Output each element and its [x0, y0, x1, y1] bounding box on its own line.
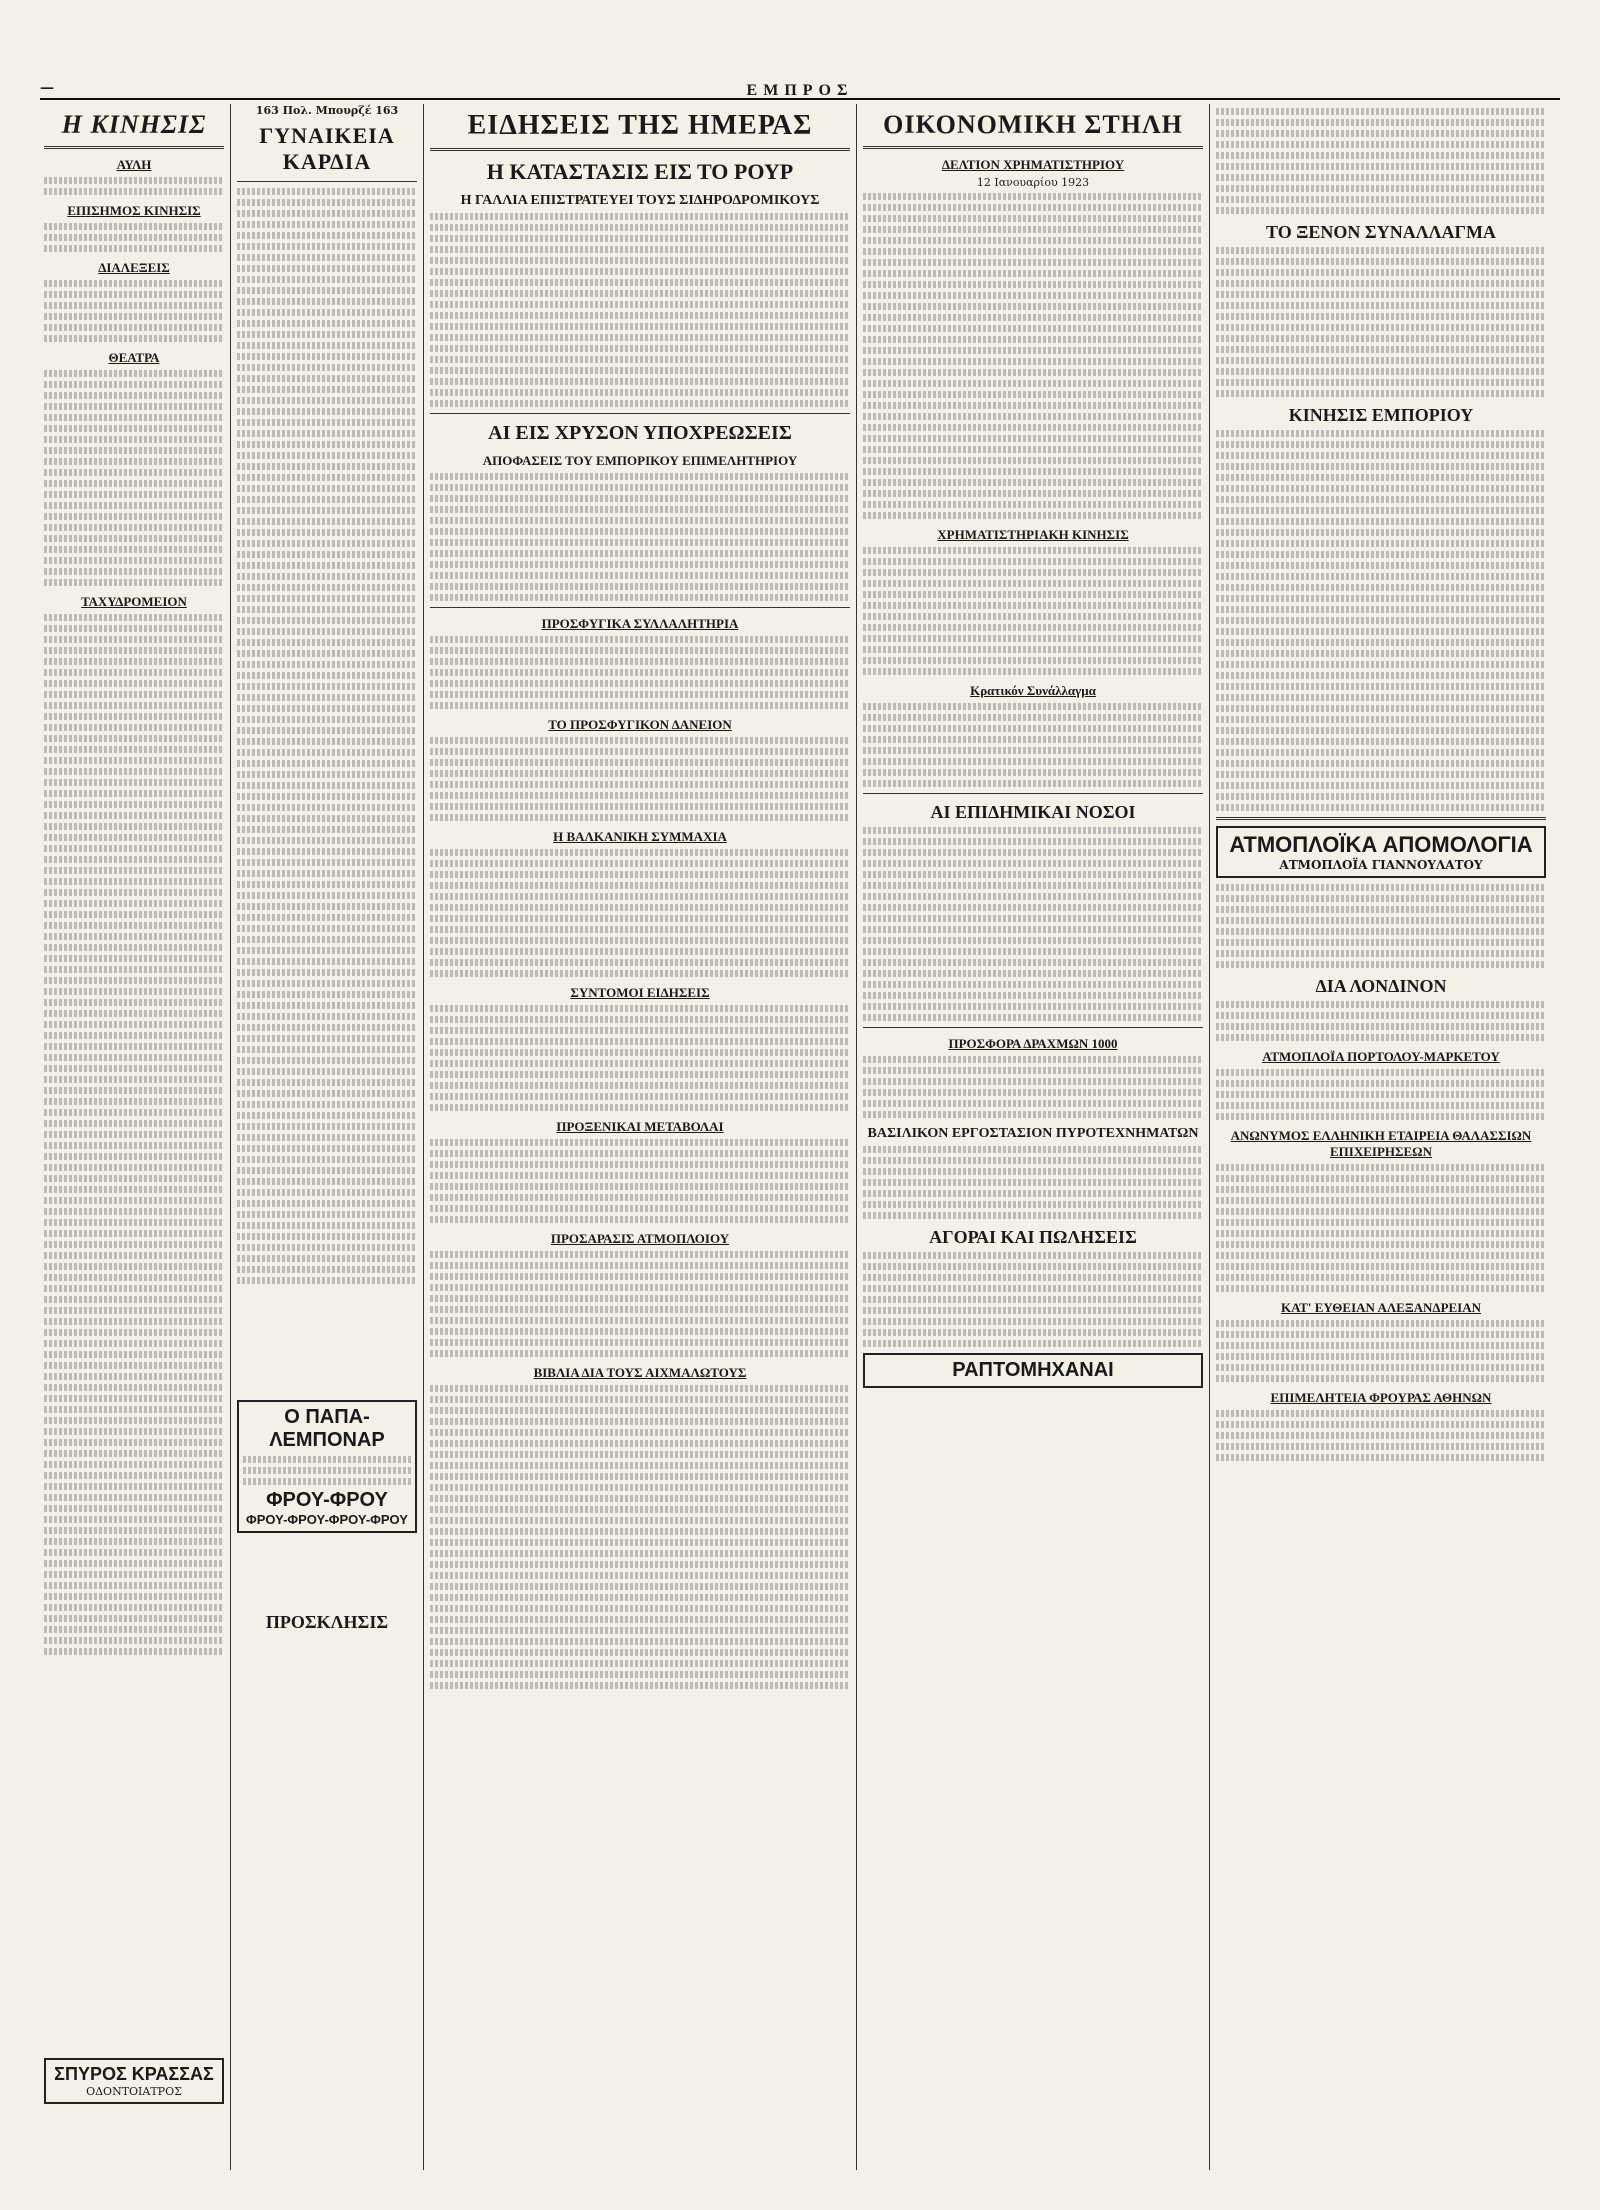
lead-subheadline: Η ΓΑΛΛΙΑ ΕΠΙΣΤΡΑΤΕΥΕΙ ΤΟΥΣ ΣΙΔΗΡΟΔΡΟΜΙΚΟΥΣ [460, 193, 820, 208]
section-heading: ΕΠΙΣΗΜΟΣ ΚΙΝΗΣΙΣ [67, 203, 201, 218]
sewing-machine-ad-title: ΡΑΠΤΟΜΗΧΑΝΑΙ [952, 1359, 1114, 1381]
section-heading: Κρατικόν Συνάλλαγμα [970, 683, 1096, 698]
section-heading: ΣΥΝΤΟΜΟΙ ΕΙΔΗΣΕΙΣ [570, 985, 710, 1000]
section-heading: ΑΤΜΟΠΛΟΪΑ ΠΟΡΤΟΛΟΥ-ΜΑΡΚΕΤΟΥ [1262, 1049, 1500, 1064]
invitation-heading: ΠΡΟΣΚΛΗΣΙΣ [265, 1612, 389, 1632]
shipping-ad [1216, 826, 1546, 878]
column-economy [857, 104, 1210, 2170]
section-heading: Η ΒΑΛΚΑΝΙΚΗ ΣΥΜΜΑΧΙΑ [553, 829, 727, 844]
section-heading: ΠΡΟΞΕΝΙΚΑΙ ΜΕΤΑΒΟΛΑΙ [556, 1119, 724, 1134]
section-heading: ΒΙΒΛΙΑ ΔΙΑ ΤΟΥΣ ΑΙΧΜΑΛΩΤΟΥΣ [533, 1365, 747, 1380]
section-heading: ΔΙΑ ΛΟΝΔΙΝΟΝ [1315, 976, 1447, 996]
section-heading: ΑΥΛΗ [116, 157, 152, 172]
page-mark: — [40, 80, 54, 96]
section-heading: ΘΕΑΤΡΑ [108, 350, 160, 365]
section-heading: ΧΡΗΜΑΤΙΣΤΗΡΙΑΚΗ ΚΙΝΗΣΙΣ [937, 527, 1129, 542]
column-serial [231, 104, 424, 2170]
dentist-profession: ΟΔΟΝΤΟΙΑΤΡΟΣ [86, 2085, 182, 2098]
theatre-ad-title: Ο ΠΑΠΑ-ΛΕΜΠΟΝΑΡ [269, 1406, 385, 1451]
column-title: Η ΚΙΝΗΣΙΣ [61, 110, 207, 139]
section-heading: ΠΡΟΣΦΟΡΑ ΔΡΑΧΜΩΝ 1000 [948, 1036, 1118, 1051]
shipping-ad-subtitle: ΑΤΜΟΠΛΟΪΑ ΓΙΑΝΝΟΥΛΑΤΟΥ [1279, 858, 1483, 872]
section-heading: ΑΙ ΕΠΙΔΗΜΙΚΑΙ ΝΟΣΟΙ [930, 802, 1136, 822]
section-heading: ΚΑΤ' ΕΥΘΕΙΑΝ ΑΛΕΞΑΝΔΡΕΙΑΝ [1280, 1300, 1482, 1315]
dentist-ad [44, 2058, 224, 2104]
theatre-ad-frou-repeat: ΦΡΟΥ-ΦΡΟΥ-ΦΡΟΥ-ΦΡΟΥ [246, 1512, 408, 1527]
section-heading: ΕΠΙΜΕΛΗΤΕΙΑ ΦΡΟΥΡΑΣ ΑΘΗΝΩΝ [1270, 1390, 1492, 1405]
masthead [40, 80, 1560, 100]
shipping-ad-title: ΑΤΜΟΠΛΟΪΚΑ ΑΠΟΜΟΛΟΓΙΑ [1229, 832, 1533, 857]
column-shipping [1210, 104, 1552, 2170]
section-heading: ΤΟ ΞΕΝΟΝ ΣΥΝΑΛΛΑΓΜΑ [1266, 222, 1496, 242]
section-heading: ΑΝΩΝΥΜΟΣ ΕΛΛΗΝΙΚΗ ΕΤΑΙΡΕΙΑ ΘΑΛΑΣΣΙΩΝ ΕΠΙΧΕΙΡΗΣΕΩΝ [1230, 1128, 1532, 1159]
dentist-name: ΣΠΥΡΟΣ ΚΡΑΣΣΑΣ [54, 2064, 214, 2084]
masthead-title: ΕΜΠΡΟΣ [746, 82, 854, 99]
exchange-bulletin-date: 12 Ιανουαρίου 1923 [976, 176, 1090, 189]
column-kinisis [38, 104, 231, 2170]
story2-headline: ΑΙ ΕΙΣ ΧΡΥΣΟΝ ΥΠΟΧΡΕΩΣΕΙΣ [488, 422, 792, 444]
serial-number: 163 Πολ. Μπουρζέ 163 [255, 104, 399, 117]
theatre-ad-frou: ΦΡΟΥ-ΦΡΟΥ [266, 1489, 388, 1511]
economy-title: ΟΙΚΟΝΟΜΙΚΗ ΣΤΗΛΗ [883, 110, 1183, 139]
section-heading: ΠΡΟΣΦΥΓΙΚΑ ΣΥΛΛΑΛΗΤΗΡΙΑ [541, 616, 739, 631]
section-heading: ΑΓΟΡΑΙ ΚΑΙ ΠΩΛΗΣΕΙΣ [929, 1227, 1137, 1247]
section-heading: ΤΑΧΥΔΡΟΜΕΙΟΝ [81, 594, 187, 609]
section-heading: ΤΟ ΠΡΟΣΦΥΓΙΚΟΝ ΔΑΝΕΙΟΝ [548, 717, 732, 732]
lead-headline: Η ΚΑΤΑΣΤΑΣΙΣ ΕΙΣ ΤΟ ΡΟΥΡ [486, 159, 794, 184]
columns [38, 104, 1562, 2170]
section-heading: ΒΑΣΙΛΙΚΟΝ ΕΡΓΟΣΤΑΣΙΟΝ ΠΥΡΟΤΕΧΝΗΜΑΤΩΝ [867, 1126, 1199, 1141]
serial-title: ΓΥΝΑΙΚΕΙΑ ΚΑΡΔΙΑ [259, 123, 395, 174]
section-heading: ΠΡΟΣΑΡΑΣΙΣ ΑΤΜΟΠΛΟΙΟΥ [550, 1231, 730, 1246]
theatre-ad [237, 1400, 417, 1533]
exchange-bulletin-heading: ΔΕΛΤΙΟΝ ΧΡΗΜΑΤΙΣΤΗΡΙΟΥ [941, 157, 1125, 172]
column-news [424, 104, 857, 2170]
story2-subheadline: ΑΠΟΦΑΣΕΙΣ ΤΟΥ ΕΜΠΟΡΙΚΟΥ ΕΠΙΜΕΛΗΤΗΡΙΟΥ [482, 453, 798, 468]
section-heading: ΔΙΑΛΕΞΕΙΣ [98, 260, 170, 275]
sewing-machine-ad [863, 1353, 1203, 1388]
section-heading: ΚΙΝΗΣΙΣ ΕΜΠΟΡΙΟΥ [1288, 405, 1474, 425]
news-title: ΕΙΔΗΣΕΙΣ ΤΗΣ ΗΜΕΡΑΣ [467, 110, 813, 141]
